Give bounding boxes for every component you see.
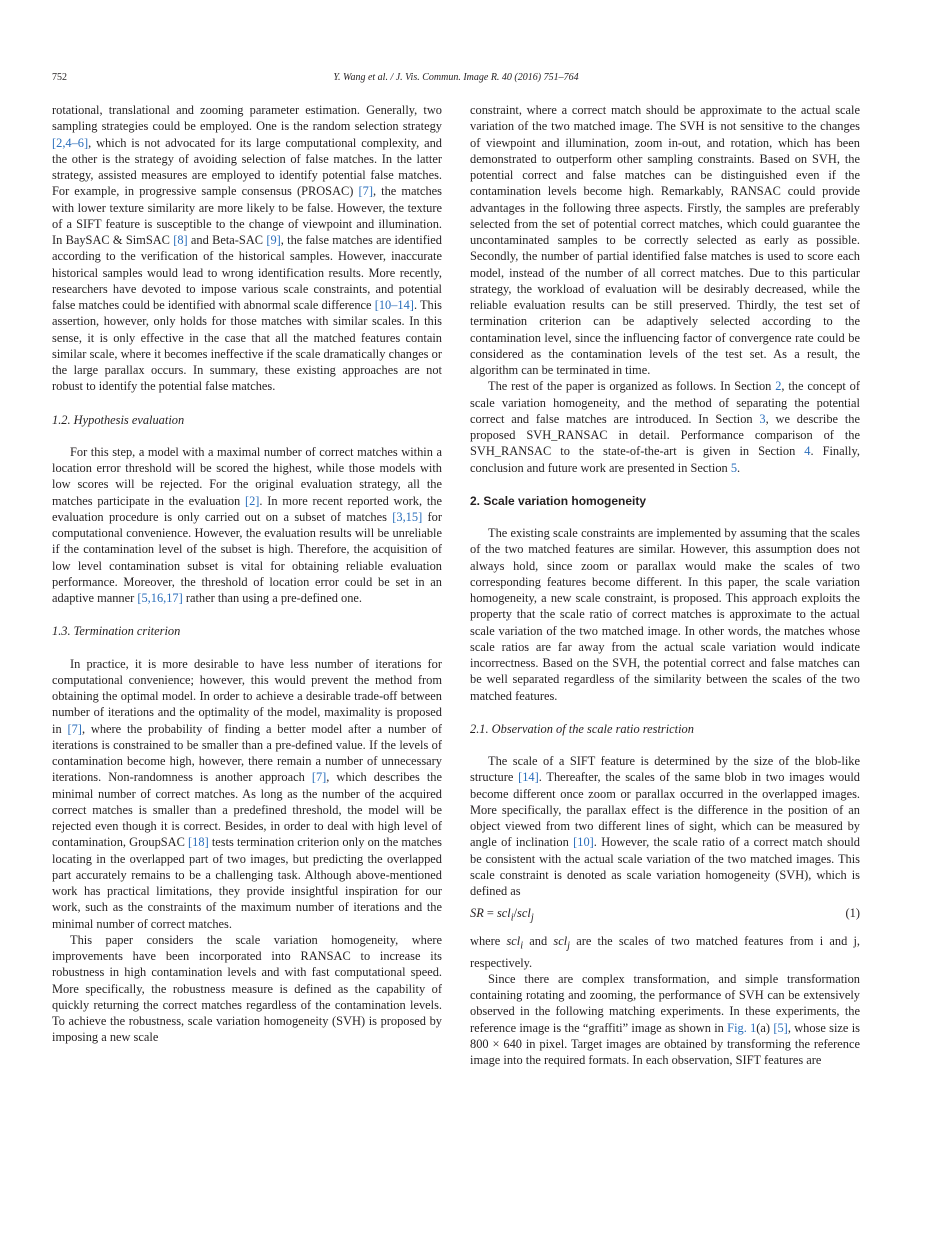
citation-link[interactable]: [5]: [773, 1020, 788, 1035]
citation-link[interactable]: [18]: [188, 835, 209, 850]
citation-link[interactable]: [10]: [573, 835, 594, 850]
section-link[interactable]: 3: [759, 411, 766, 426]
paragraph: This paper considers the scale variation homogeneity, where improvements have been incorporated into RANSAC to increase its robustness in high contamination levels and with fast computational speed. More specifically, the robustness measure is defined as the capability of quickly returning the correct matches regardless of the contamination levels. To achieve the robustness, scale variation homogeneity (SVH) is proposed by imposing a new scale: [52, 932, 442, 1045]
section-link[interactable]: 5: [730, 460, 738, 475]
page-number: 752: [52, 72, 67, 83]
running-head: Y. Wang et al. / J. Vis. Commun. Image R. 40 (2016) 751–764: [333, 72, 579, 83]
equation-body: SR = scl$_i$/scl$_j$: [470, 906, 534, 924]
citation-link[interactable]: [7]: [311, 770, 327, 785]
page-header: [52, 72, 860, 88]
paragraph: The rest of the paper is organized as follows. In Section 2, the concept of scale variation homogeneity, and the method of separating the potential correct and false matches are introduced. In Section 3, we describe the proposed SVH_RANSAC in detail. Performance comparison of the SVH_RANSAC to the state-of-the-art is given in Section 4. Finally, conclusion and future work are presented in Section 5.: [470, 379, 860, 475]
equation-1: [470, 905, 860, 927]
citation-link[interactable]: [5,16,17]: [137, 591, 183, 605]
citation-link[interactable]: [10–14]: [374, 298, 414, 312]
citation-link[interactable]: [3,15]: [392, 509, 423, 524]
citation-link[interactable]: [2]: [244, 493, 260, 508]
paragraph: Since there are complex transformation, and simple transformation containing rotating and zooming, the performance of SVH can be extensively observed in the following matching experiments. In these experiments, the reference image is the “graffiti” image as shown in Fig. 1(a) [5], whose size is 800 × 640 in pixel. Target images are obtained by transforming the reference image into the required formats. In each observation, SIFT features are: [470, 971, 860, 1068]
citation-link[interactable]: [8]: [173, 233, 188, 247]
paragraph: The scale of a SIFT feature is determined by the size of the blob-like structure [14]. Thereafter, the scales of the same blob in two images would become different once zoom or parallax occurred in the overlapped images. More specifically, the parallax effect is the difference in the position of an object viewed from two different lines of sight, which can be measured by angle of inclination [10]. However, the scale ratio of a correct match should be consistent with the actual scale variation of the two matched images. This scale constraint is denoted as scale variation homogeneity (SVH), which is defined as: [470, 754, 860, 898]
section-link[interactable]: 4: [804, 444, 811, 459]
citation-link[interactable]: [7]: [358, 184, 373, 199]
citation-link[interactable]: [14]: [518, 770, 539, 785]
paragraph: rotational, translational and zooming parameter estimation. Generally, two sampling strategies could be employed. One is the random selection strategy [2,4–6], which is not advocated for its large computational complexity, and the other is the strategy of avoiding selection of false matches. In the latter strategy, assisted measures are employed to identify potential false matches. For example, in progressive sample consensus (PROSAC) [7], the matches with lower texture similarity are more likely to be false. However, the texture of a SIFT feature is susceptible to the change of viewpoint and illumination. In BaySAC & SimSAC [8] and Beta-SAC [9], the false matches are identified according to the verification of the historical samples. However, inaccurate historical samples would lead to wrong identification results. More recently, researchers have devoted to impose various scale constraints, and potential false matches could be identified with abnormal scale difference [10–14]. This assertion, however, only holds for those matches with similar scales. In this sense, it is only effective in the case that all the matched features contain similar scale, where it becomes ineffective if the scale dramatically changes or the large parallax occurs. In summary, these existing approaches are not robust to identify the potential false matches.: [52, 103, 442, 394]
section-link[interactable]: 2: [775, 379, 782, 394]
citation-link[interactable]: [9]: [266, 233, 281, 247]
paragraph: The existing scale constraints are implemented by assuming that the scales of the two matched features are similar. However, this assumption does not always hold, since zoom or parallax would make the scales of two corresponding features become different. In this paper, the scale variation homogeneity, a new scale constraint, is proposed. This approach exploits the property that the scale ratio of correct matches is approximate to the actual scale variation of the two matched image. In other words, the matches whose scale ratios are far away from the actual scale variation would indicate incorrectness. Based on the SVH, the potential correct and false matches can be well separated regardless of the similarity between the scales of the two matched features.: [470, 526, 860, 703]
subsection-heading: 1.2. Hypothesis evaluation: [52, 412, 185, 427]
paragraph: In practice, it is more desirable to have less number of iterations for computational convenience; however, this would prevent the method from obtaining the optimal model. In order to achieve a desirable trade-off between number of iterations and the optimality of the model, maximality is proposed in [7], where the probability of finding a better model after a number of iterations is constrained to be smaller than a pre-defined value. If the levels of contamination become high, however, there remain a number of unnecessary iterations. Non-randomness is another approach [7], which describes the minimal number of correct matches. As long as the number of the acquired correct matches is smaller than a predefined threshold, the model will be rejected even though it is correct. Besides, in order to deal with high level of contamination, GroupSAC [18] tests termination criterion only on the matches locating in the overlapped part of two images, but predicting the overlapped part accurately remains to be a challenging task. Although above-mentioned work has practical limitations, they provide insightful inspiration for our work, such as the constraints of the maximum number of iterations and the minimal number of correct matches.: [52, 656, 443, 931]
section-heading: 2. Scale variation homogeneity: [470, 493, 647, 508]
paragraph: For this step, a model with a maximal number of correct matches within a location error threshold will be scored the highest, while those models with low scores will be rejected. For the original evaluation strategy, all the matches participate in the evaluation [2]. In more recent reported work, the evaluation procedure is only carried out on a subset of matches [3,15] for computational convenience. However, the evaluation results will be unreliable if the contamination level of the subset is high. Therefore, the acquisition of low level contamination subset is vital for obtaining reliable evaluation performance. Moreover, the threshold of location error could be set in an adaptive manner [5,16,17] rather than using a pre-defined one.: [52, 444, 442, 605]
left-column: [52, 102, 442, 1046]
citation-link[interactable]: [7]: [67, 721, 82, 736]
subsection-heading: 1.3. Termination criterion: [52, 624, 181, 639]
paragraph: constraint, where a correct match should be approximate to the actual scale variation of the two matched image. The SVH is not sensitive to the changes of viewpoint and illumination, zoom in-out, and rotation, which has been demonstrated to outperform other sampling constraints. Based on SVH, the potential correct and false matches can be distinguished even if the contamination levels become high. Remarkably, RANSAC could provide advantages in the following three aspects. Firstly, the samples are preferably selected from the set of potential correct matches, which could guarantee the uncontaminated samples to be correctly selected as early as possible. Secondly, the number of partial identified false matches is used to score each model, instead of the number of all correct matches. Due to this particular strategy, the workload of evaluation will be desirably decreased, while the reliable evaluation results can be still preserved. Thirdly, the test set of termination criterion can be adaptively selected according to the contamination level, since the influencing factor of convergence rate could be considered as the contamination levels of the test set. As a result, the algorithm can be terminated in time.: [470, 103, 860, 377]
subsection-heading: 2.1. Observation of the scale ratio restriction: [470, 721, 694, 736]
paragraph: where scl$_i$ and scl$_j$ are the scales of two matched features from i and j, respectively.: [470, 933, 861, 970]
citation-link[interactable]: [2,4–6]: [52, 135, 89, 150]
right-column: [470, 102, 860, 1068]
figure-link[interactable]: Fig. 1: [727, 1020, 757, 1035]
equation-number: (1): [845, 906, 860, 921]
